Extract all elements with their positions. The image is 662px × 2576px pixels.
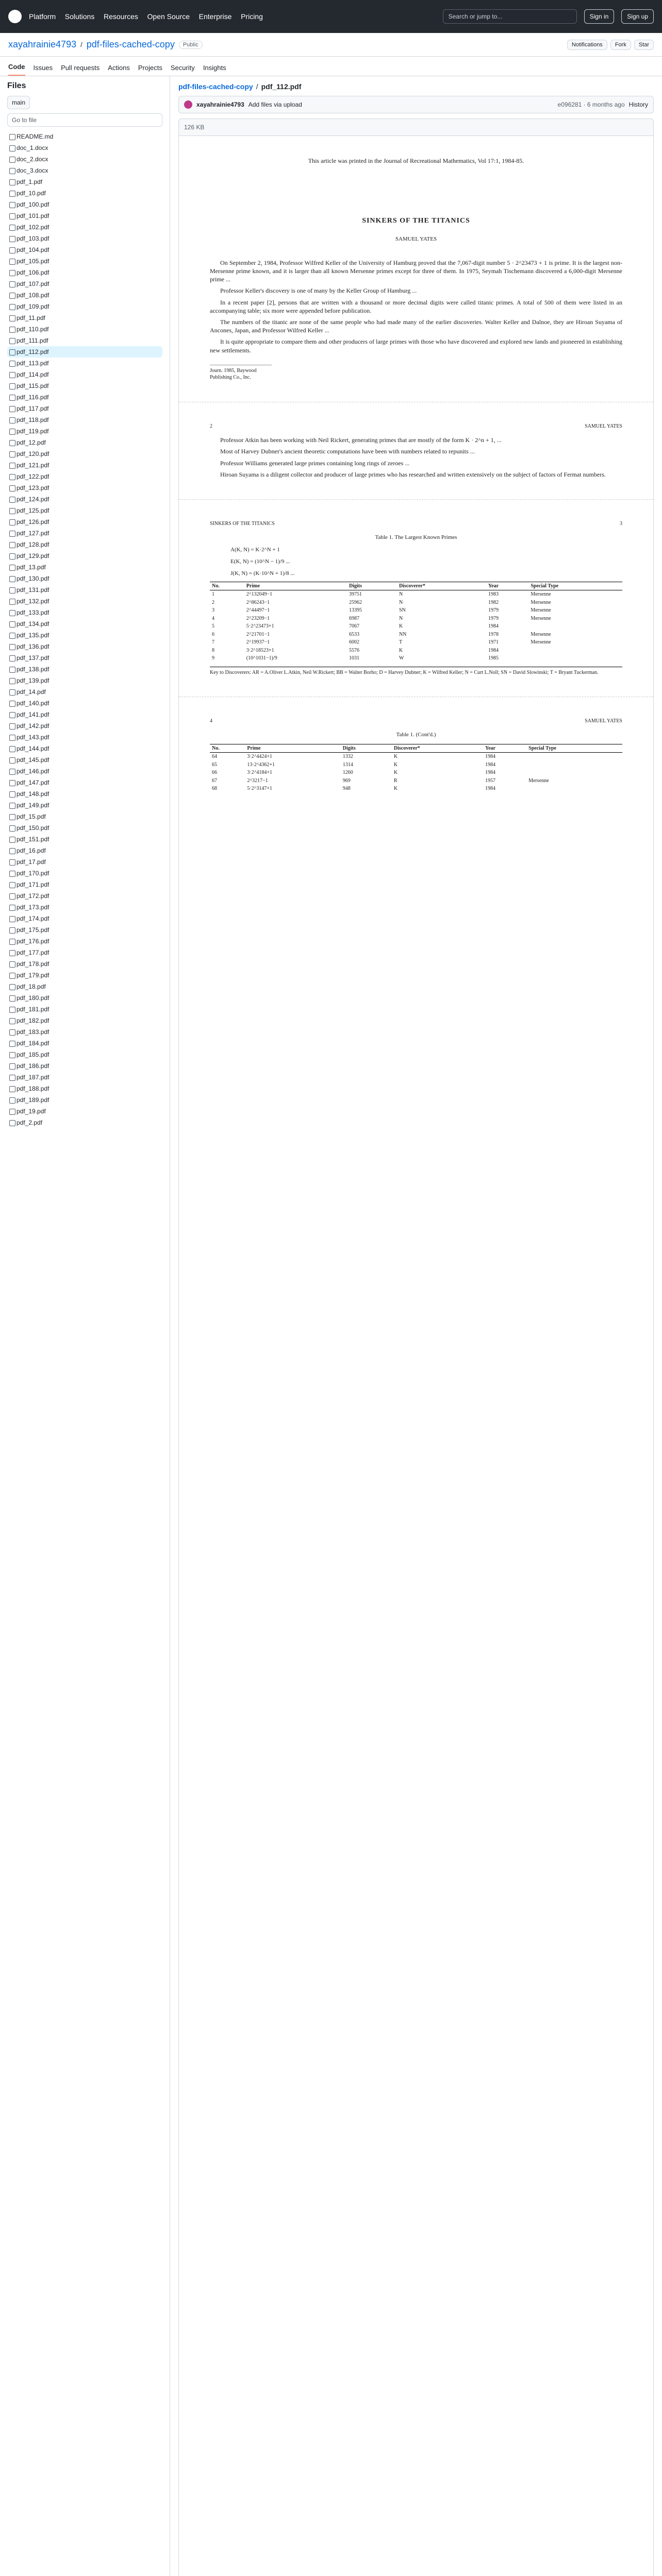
star-button[interactable]: Star [634, 40, 654, 50]
table-cell: 6002 [349, 639, 359, 646]
table-cell: 65 [212, 761, 217, 768]
table-row [210, 599, 622, 607]
table-cell: 1984 [485, 761, 495, 768]
table-cell: 3 [212, 607, 214, 614]
table-cell: 1984 [488, 647, 499, 653]
table-cell: 6987 [349, 615, 359, 621]
table-cell: K [393, 786, 398, 792]
table-cell: K [393, 754, 398, 760]
page-footer: Journ. 1985, Baywood Publishing Co., Inc. [210, 365, 272, 381]
table-cell: T [399, 639, 403, 646]
file-tree-item[interactable]: pdf_173.pdf [7, 902, 162, 913]
top-nav [29, 12, 270, 21]
file-toolbar [178, 118, 654, 136]
table-cell: Mersenne [531, 591, 551, 598]
table-cell: 2^44497−1 [246, 607, 270, 614]
table-cell: K [393, 770, 398, 776]
file-tree-item[interactable]: pdf_121.pdf [7, 460, 162, 471]
file-tree-item[interactable]: pdf_112.pdf [7, 346, 162, 358]
table-cell: W [399, 655, 404, 662]
table-header: Prime [244, 582, 347, 590]
file-tree-item[interactable]: pdf_2.pdf [7, 1117, 162, 1128]
pdf-viewer[interactable] [178, 136, 654, 2576]
table-cell [526, 761, 622, 769]
table-cell: 969 [342, 777, 351, 784]
fork-button[interactable]: Fork [610, 40, 631, 50]
file-tree [7, 131, 162, 1128]
table-cell: Mersenne [531, 615, 551, 621]
table-cell: 1031 [349, 655, 359, 662]
file-tree-item[interactable]: pdf_100.pdf [7, 199, 162, 210]
file-tree-item[interactable]: pdf_130.pdf [7, 573, 162, 584]
table-header: Digits [341, 744, 392, 753]
journal-note: This article was printed in the Journal of Recreational Mathematics, Vol 17:1, 1984-85. [308, 157, 524, 164]
tab-projects[interactable]: Projects [138, 64, 162, 72]
nav-enterprise[interactable]: Enterprise [198, 12, 232, 21]
table-cell: N [399, 615, 403, 621]
table-cell: 2^86243−1 [246, 599, 270, 605]
file-tree-item[interactable]: pdf_15.pdf [7, 811, 162, 822]
table-cell: 1971 [488, 639, 499, 646]
table-cell: 9 [212, 655, 214, 662]
file-tree-item[interactable]: pdf_109.pdf [7, 301, 162, 312]
table-cell: (10^1031−1)/9 [246, 655, 277, 662]
table-cell: 1 [212, 591, 214, 598]
file-tree-item[interactable]: pdf_185.pdf [7, 1049, 162, 1060]
sidebar-title: Files [7, 81, 26, 90]
file-tree-item[interactable]: pdf_179.pdf [7, 970, 162, 981]
file-tree-item[interactable]: pdf_171.pdf [7, 879, 162, 890]
table-row [210, 615, 622, 623]
table-cell: 68 [212, 786, 217, 792]
file-tree-item[interactable]: pdf_141.pdf [7, 709, 162, 720]
primes-table-cont [210, 744, 622, 793]
nav-resources[interactable]: Resources [103, 12, 138, 21]
table-cell: 7067 [349, 623, 359, 630]
file-tree-item[interactable]: doc_1.docx [7, 142, 162, 154]
table-cell: 1983 [488, 591, 499, 598]
table-cell: 2^3217−1 [247, 777, 268, 784]
file-tree-item[interactable]: pdf_108.pdf [7, 290, 162, 301]
file-tree-item[interactable]: pdf_126.pdf [7, 516, 162, 528]
table-cell: K [399, 647, 403, 653]
paragraph: On September 2, 1984, Professor Wilfred Keller of the University of Hamburg proved that the 7,067-digit number 5 · 2^23473 + 1 is prime. It is the largest non-Mersenne prime known, and it is larger than all known Mersenne primes except for three of them. In 1975, Seymah Tischemann discovered a 6,000-digit Mersenne prime ... [210, 259, 622, 283]
table-cell: 1260 [342, 770, 353, 776]
file-tree-item[interactable]: pdf_118.pdf [7, 414, 162, 426]
table-cell: Mersenne [531, 607, 551, 614]
table-cell: 1979 [488, 615, 499, 621]
table-cell: 1984 [485, 770, 495, 776]
file-tree-item[interactable]: pdf_136.pdf [7, 641, 162, 652]
file-tree-item[interactable]: pdf_110.pdf [7, 324, 162, 335]
file-tree-item[interactable]: pdf_139.pdf [7, 675, 162, 686]
table-cell: 5·2^3147+1 [247, 786, 272, 792]
table-cell: 25962 [349, 599, 362, 605]
nav-platform[interactable]: Platform [29, 12, 56, 21]
table-cell: 1985 [488, 655, 499, 662]
paragraph: Professor Keller's discovery is one of many by the Keller Group of Hamburg ... [220, 287, 417, 295]
file-tree-item[interactable]: pdf_123.pdf [7, 482, 162, 494]
nav-open-source[interactable]: Open Source [147, 12, 190, 21]
file-tree-item[interactable]: pdf_183.pdf [7, 1026, 162, 1038]
commit-message[interactable]: Add files via upload [248, 101, 302, 108]
table-row [210, 785, 622, 793]
table-header: Year [483, 744, 526, 753]
table-cell: 2 [212, 599, 214, 605]
tab-security[interactable]: Security [170, 64, 195, 72]
file-tree-item[interactable]: pdf_180.pdf [7, 992, 162, 1004]
file-tree-item[interactable]: pdf_116.pdf [7, 392, 162, 403]
table-cell: 1979 [488, 607, 499, 614]
primes-table [210, 582, 622, 663]
table-cell: 1978 [488, 631, 499, 637]
table-cell: 5 [212, 623, 214, 630]
file-tree-item[interactable]: pdf_13.pdf [7, 562, 162, 573]
file-tree-item[interactable]: doc_2.docx [7, 154, 162, 165]
table-cell: Mersenne [531, 631, 551, 637]
file-tree-item[interactable]: pdf_148.pdf [7, 788, 162, 800]
table-cell: 13·2^4362+1 [247, 761, 275, 768]
file-tree-item[interactable]: pdf_19.pdf [7, 1106, 162, 1117]
table-header: Special Type [528, 582, 622, 590]
commit-author[interactable]: xayahrainie4793 [196, 101, 244, 108]
table-caption: Table 1. The Largest Known Primes [375, 534, 457, 540]
table-cell [528, 654, 622, 663]
repo-name[interactable]: pdf-files-cached-copy [86, 39, 175, 49]
file-sidebar [0, 76, 170, 2576]
table-cell: K [399, 623, 403, 630]
file-tree-item[interactable]: pdf_146.pdf [7, 766, 162, 777]
file-tree-item[interactable]: pdf_145.pdf [7, 754, 162, 766]
file-tree-item[interactable]: pdf_143.pdf [7, 732, 162, 743]
tab-pull-requests[interactable]: Pull requests [61, 64, 100, 72]
table-cell: 7 [212, 639, 214, 646]
pdf-page-3 [210, 520, 622, 676]
table-cell: 67 [212, 777, 217, 784]
table-cell: 6 [212, 631, 214, 637]
history-button[interactable]: History [628, 101, 648, 108]
file-tree-item[interactable]: pdf_142.pdf [7, 720, 162, 732]
table-caption: Table 1. (Cont'd.) [396, 731, 436, 738]
paragraph: Professor Atkin has been working with Neil Rickert, generating primes that are mostly of the form K · 2^n + 1, ... [220, 436, 502, 444]
file-tree-item[interactable]: pdf_151.pdf [7, 834, 162, 845]
table-cell: K [393, 761, 398, 768]
file-tree-item[interactable]: doc_3.docx [7, 165, 162, 176]
page-number: 4 [210, 718, 212, 724]
file-tree-item[interactable]: pdf_147.pdf [7, 777, 162, 788]
article-author: SAMUEL YATES [395, 236, 437, 243]
table-cell [526, 753, 622, 761]
table-header: No. [210, 744, 245, 753]
file-tree-item[interactable]: pdf_114.pdf [7, 369, 162, 380]
file-tree-item[interactable]: pdf_186.pdf [7, 1060, 162, 1072]
paragraph: In a recent paper [2], persons that are written with a thousand or more decimal digits were called titanic primes. A total of 500 of them were listed in an accompanying table; six more were appended before publication. [210, 298, 622, 314]
table-cell: SN [399, 607, 406, 614]
tab-actions[interactable]: Actions [108, 64, 130, 72]
file-tree-item[interactable]: pdf_111.pdf [7, 335, 162, 346]
tab-issues[interactable]: Issues [33, 64, 53, 72]
file-tree-item[interactable]: pdf_176.pdf [7, 936, 162, 947]
table-cell: 8 [212, 647, 214, 653]
file-tree-item[interactable]: pdf_189.pdf [7, 1094, 162, 1106]
pdf-page-4 [210, 718, 622, 792]
table-cell: 1332 [342, 754, 353, 760]
table-cell: 2^19937−1 [246, 639, 270, 646]
table-row [210, 769, 622, 777]
file-tree-item[interactable]: pdf_137.pdf [7, 652, 162, 664]
table-cell: 1984 [488, 623, 499, 630]
file-tree-item[interactable]: pdf_103.pdf [7, 233, 162, 244]
file-tree-item[interactable]: pdf_122.pdf [7, 471, 162, 482]
file-tree-item[interactable]: pdf_102.pdf [7, 222, 162, 233]
file-tree-item[interactable]: pdf_150.pdf [7, 822, 162, 834]
file-tree-item[interactable]: pdf_17.pdf [7, 856, 162, 868]
notifications-button[interactable]: Notifications [567, 40, 607, 50]
table-cell: 4 [212, 615, 214, 621]
table-cell: 2^21701−1 [246, 631, 270, 637]
commit-meta[interactable]: e096281 · 6 months ago [557, 101, 625, 108]
table-cell: 66 [212, 770, 217, 776]
search-input[interactable]: Search or jump to... [443, 9, 577, 24]
file-tree-item[interactable]: pdf_177.pdf [7, 947, 162, 958]
table-row [210, 606, 622, 615]
breadcrumb-file: pdf_112.pdf [261, 82, 302, 91]
file-tree-item[interactable]: pdf_188.pdf [7, 1083, 162, 1094]
file-tree-item[interactable]: pdf_101.pdf [7, 210, 162, 222]
file-tree-item[interactable]: pdf_181.pdf [7, 1004, 162, 1015]
table-cell: 1984 [485, 786, 495, 792]
table-cell: 1957 [485, 777, 495, 784]
table-cell: 64 [212, 754, 217, 760]
table-cell [528, 622, 622, 631]
avatar[interactable] [184, 100, 192, 109]
article-title: SINKERS OF THE TITANICS [362, 217, 470, 225]
sign-up-button[interactable]: Sign up [621, 9, 654, 24]
file-size: 126 KB [184, 124, 205, 131]
visibility-badge: Public [179, 41, 203, 49]
table-cell: 1314 [342, 761, 353, 768]
file-tree-item[interactable]: pdf_18.pdf [7, 981, 162, 992]
file-tree-item[interactable]: pdf_10.pdf [7, 188, 162, 199]
table-cell: Mersenne [531, 639, 551, 646]
file-tree-item[interactable]: pdf_117.pdf [7, 403, 162, 414]
nav-solutions[interactable]: Solutions [64, 12, 95, 21]
table-cell: 6533 [349, 631, 359, 637]
file-tree-item[interactable]: pdf_120.pdf [7, 448, 162, 460]
file-tree-item[interactable]: pdf_149.pdf [7, 800, 162, 811]
table-cell [526, 785, 622, 793]
file-tree-item[interactable]: pdf_144.pdf [7, 743, 162, 754]
table-cell: R [393, 777, 398, 784]
table-cell: 3·2^18523+1 [246, 647, 274, 653]
file-tree-item[interactable]: pdf_16.pdf [7, 845, 162, 856]
file-tree-item[interactable]: pdf_107.pdf [7, 278, 162, 290]
sign-in-button[interactable]: Sign in [584, 9, 615, 24]
table-row [210, 761, 622, 769]
file-tree-item[interactable]: pdf_182.pdf [7, 1015, 162, 1026]
file-tree-item[interactable]: pdf_133.pdf [7, 607, 162, 618]
table-cell: 3·2^4424+1 [247, 754, 272, 760]
table-cell: 2^23209−1 [246, 615, 270, 621]
file-tree-item[interactable]: pdf_12.pdf [7, 437, 162, 448]
file-tree-item[interactable]: pdf_104.pdf [7, 244, 162, 256]
file-tree-item[interactable]: pdf_129.pdf [7, 550, 162, 562]
file-tree-item[interactable]: pdf_1.pdf [7, 176, 162, 188]
table-header: Year [486, 582, 528, 590]
github-logo-icon[interactable] [8, 10, 22, 23]
table-cell [526, 769, 622, 777]
table-cell: N [399, 599, 403, 605]
table-cell: 5·2^23473+1 [246, 623, 274, 630]
breadcrumb: pdf-files-cached-copy / pdf_112.pdf [178, 82, 302, 91]
branch-select[interactable]: main [7, 96, 30, 109]
table-cell: 5576 [349, 647, 359, 653]
file-tree-item[interactable]: pdf_140.pdf [7, 698, 162, 709]
page-number: 2 [210, 423, 212, 429]
table-header: Prime [245, 744, 340, 753]
nav-pricing[interactable]: Pricing [241, 12, 263, 21]
file-tree-item[interactable]: pdf_184.pdf [7, 1038, 162, 1049]
pdf-page-2 [210, 423, 622, 479]
file-tree-item[interactable]: pdf_125.pdf [7, 505, 162, 516]
file-tree-item[interactable]: pdf_175.pdf [7, 924, 162, 936]
paragraph: Most of Harvey Dubner's ancient theoretic computations have been with numbers related to repunits ... [220, 448, 475, 455]
file-tree-item[interactable]: pdf_178.pdf [7, 958, 162, 970]
table-row [210, 654, 622, 663]
repo-tabs [0, 57, 662, 76]
file-tree-item[interactable]: pdf_138.pdf [7, 664, 162, 675]
commit-bar [178, 96, 654, 113]
topbar [0, 0, 662, 33]
tab-code[interactable]: Code [8, 63, 25, 76]
running-head: SAMUEL YATES [585, 718, 622, 724]
table-row [210, 777, 622, 785]
table-row [210, 590, 622, 599]
formula: E(K, N) = (10^N − 1)/9 ... [230, 558, 290, 565]
table-cell: 948 [342, 786, 351, 792]
file-tree-item[interactable]: pdf_132.pdf [7, 596, 162, 607]
table-cell: 1984 [485, 754, 495, 760]
pdf-page-1 [210, 157, 622, 381]
breadcrumb-repo[interactable]: pdf-files-cached-copy [178, 82, 253, 91]
file-tree-item[interactable]: pdf_115.pdf [7, 380, 162, 392]
file-tree-item[interactable]: pdf_187.pdf [7, 1072, 162, 1083]
file-tree-item[interactable]: pdf_174.pdf [7, 913, 162, 924]
table-cell: N [399, 591, 403, 598]
table-header: Special Type [526, 744, 622, 753]
table-cell: 2^132049−1 [246, 591, 273, 598]
repo-actions [567, 40, 654, 50]
table-cell: 3·2^4184+1 [247, 770, 272, 776]
file-tree-item[interactable]: README.md [7, 131, 162, 142]
formula: J(K, N) = (K·10^N + 1)/8 ... [230, 570, 295, 577]
file-tree-item[interactable]: pdf_127.pdf [7, 528, 162, 539]
paragraph: Hiroan Suyama is a diligent collector and producer of large primes who has researched and written extensively on the subject of factors of Fermat numbers. [220, 470, 606, 478]
table-row [210, 622, 622, 631]
file-tree-item[interactable]: pdf_135.pdf [7, 630, 162, 641]
file-tree-item[interactable]: pdf_105.pdf [7, 256, 162, 267]
table-cell [528, 647, 622, 655]
file-tree-item[interactable]: pdf_170.pdf [7, 868, 162, 879]
file-tree-item[interactable]: pdf_119.pdf [7, 426, 162, 437]
page-number: 3 [620, 521, 622, 527]
file-tree-item[interactable]: pdf_131.pdf [7, 584, 162, 596]
file-tree-item[interactable]: pdf_128.pdf [7, 539, 162, 550]
table-header: No. [210, 582, 244, 590]
file-tree-item[interactable]: pdf_124.pdf [7, 494, 162, 505]
table-cell: Mersenne [528, 777, 549, 784]
table-row [210, 647, 622, 655]
repo-owner[interactable]: xayahrainie4793 [8, 39, 77, 49]
discoverer-key: Key to Discoverers: AR = A.Oliver L.Atkin, Neil W.Rickert; BB = Walter Borho; D = Harvey Dubner; K = Wilfred Keller; N = Curt L.Noll; SN = David Slowinski; T = Bryant Tuckerman. [210, 667, 622, 676]
file-tree-item[interactable]: pdf_11.pdf [7, 312, 162, 324]
file-tree-item[interactable]: pdf_113.pdf [7, 358, 162, 369]
file-tree-item[interactable]: pdf_14.pdf [7, 686, 162, 698]
table-header: Discoverer* [392, 744, 483, 753]
formula: A(K, N) = K·2^N + 1 [230, 547, 280, 553]
file-tree-item[interactable]: pdf_134.pdf [7, 618, 162, 630]
table-cell: 1982 [488, 599, 499, 605]
paragraph: Professor Williams generated large primes containing long rings of zeroes ... [220, 459, 410, 467]
table-cell: NN [399, 631, 407, 637]
table-cell: 39751 [349, 591, 362, 598]
paragraph: It is quite appropriate to compare them and other producers of large primes with those who have discovered and explored new lands and pioneered in establishing new settlements. [210, 338, 622, 354]
tab-insights[interactable]: Insights [203, 64, 226, 72]
paragraph: The numbers of the titanic are none of the same people who had made many of the earlier discoveries. Walter Keller and Dalnoe, they are Hiroan Suyama of Ancones, Japan, and Professor Wilfred Keller ... [210, 318, 622, 334]
running-head: SAMUEL YATES [585, 423, 622, 429]
running-head: SINKERS OF THE TITANICS [210, 521, 275, 527]
table-header: Digits [347, 582, 397, 590]
go-to-file-input[interactable]: Go to file [7, 113, 162, 127]
file-tree-item[interactable]: pdf_106.pdf [7, 267, 162, 278]
table-header: Discoverer* [397, 582, 486, 590]
table-row [210, 753, 622, 761]
table-cell: Mersenne [531, 599, 551, 605]
table-row [210, 638, 622, 647]
table-row [210, 631, 622, 639]
file-tree-item[interactable]: pdf_172.pdf [7, 890, 162, 902]
table-cell: 13395 [349, 607, 362, 614]
repo-header: xayahrainie4793 / pdf-files-cached-copy Public Notifications Fork Star [0, 33, 662, 57]
